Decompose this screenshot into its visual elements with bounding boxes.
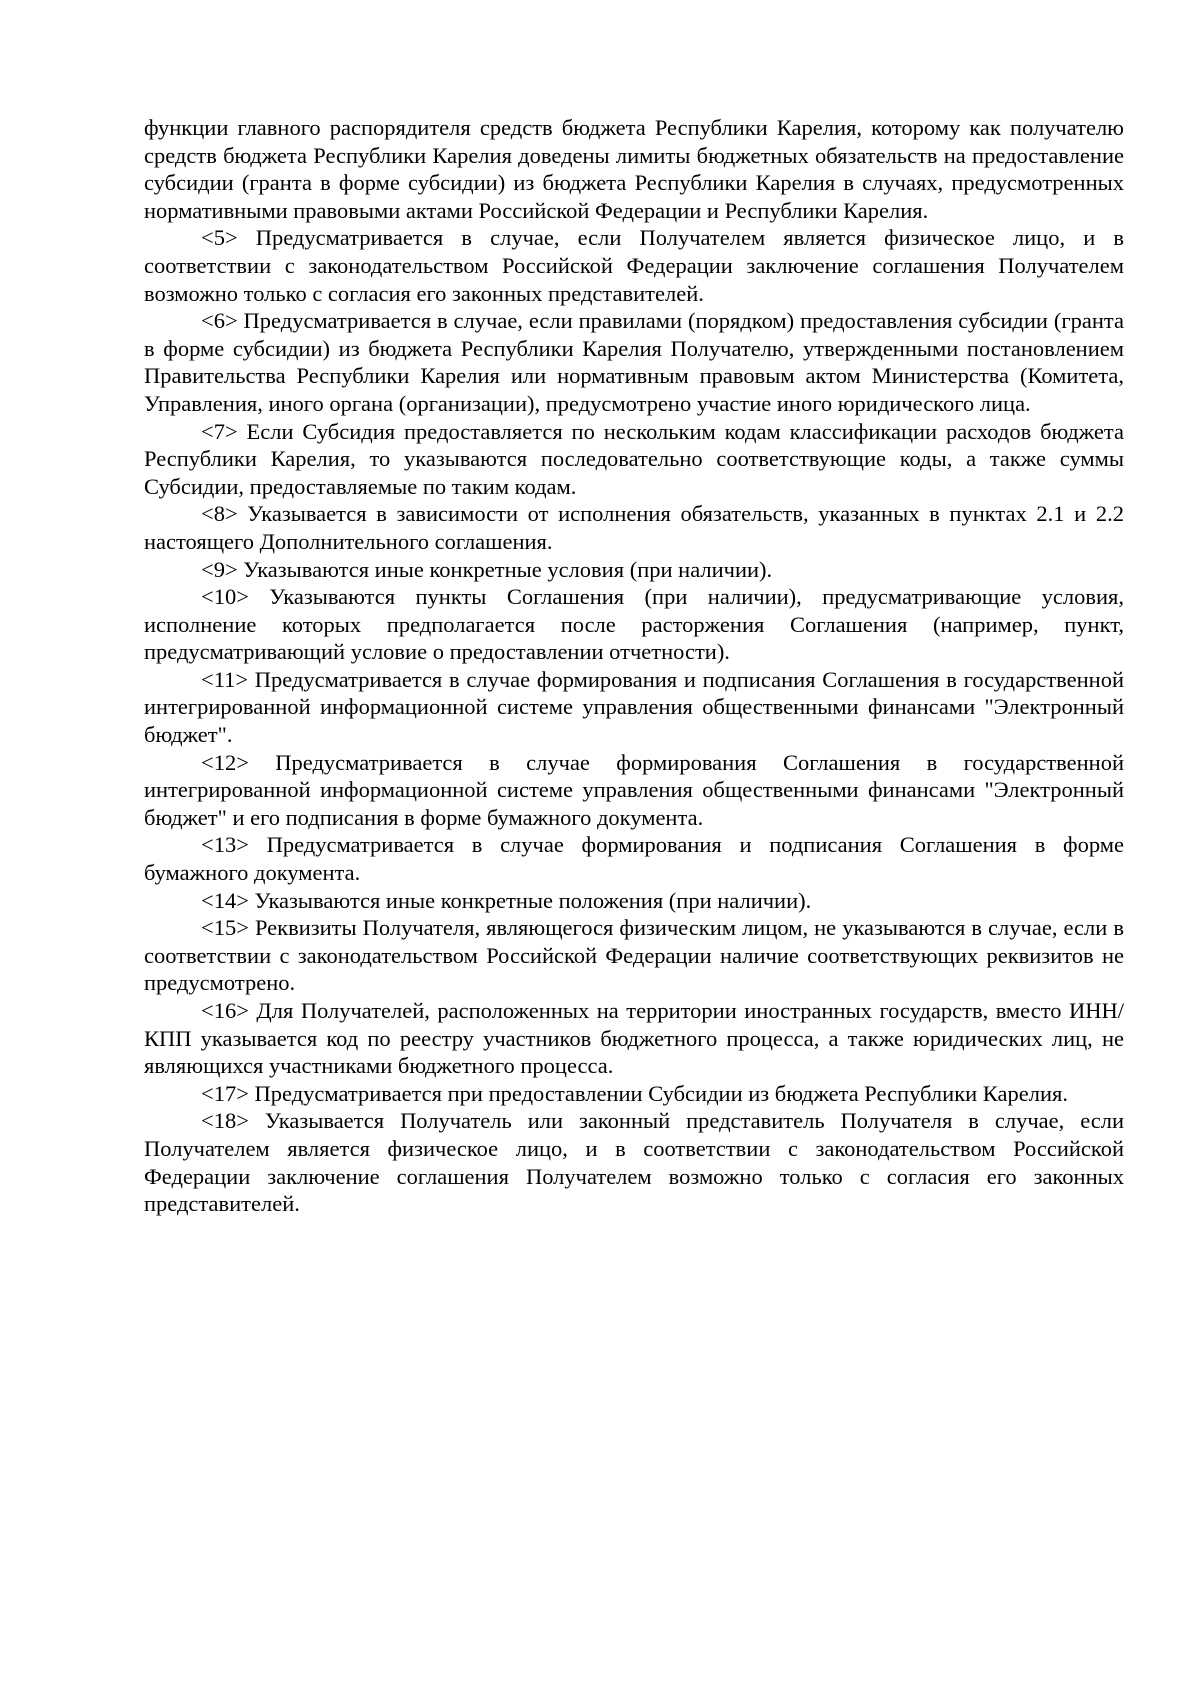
footnote-5: <5> Предусматривается в случае, если Получателем является физическое лицо, и в соответствии с законодательством Российской Федерации заключение соглашения Получателем возможно только с согласия его законных представителей. (144, 225, 1124, 306)
footnote-13: <13> Предусматривается в случае формирования и подписания Соглашения в форме бумажного документа. (144, 832, 1124, 886)
footnote-14: <14> Указываются иные конкретные положения (при наличии). (201, 887, 812, 913)
footnote-11: <11> Предусматривается в случае формирования и подписания Соглашения в государственной интегрированной информационной системе управления общественными финансами "Электронный бюджет". (144, 666, 1124, 748)
footnote-7: <7> Если Субсидия предоставляется по нескольким кодам классификации расходов бюджета Республики Карелия, то указываются последовательно соответствующие коды, а также суммы Субсидии, предоставляемые по таким кодам. (144, 418, 1124, 499)
footnote-10: <10> Указываются пункты Соглашения (при наличии), предусматривающие условия, исполнение которых предполагается после расторжения Соглашения (например, пункт, предусматривающий условие о предоставлении отчетности). (144, 584, 1124, 665)
footnote-12: <12> Предусматривается в случае формирования Соглашения в государственной интегрированной информационной системе управления общественными финансами "Электронный бюджет" и его подписания в форме бумажного документа. (144, 749, 1124, 830)
footnote-8: <8> Указывается в зависимости от исполнения обязательств, указанных в пунктах 2.1 и 2.2 настоящего Дополнительного соглашения. (144, 501, 1124, 554)
footnote-continuation: функции главного распорядителя средств бюджета Республики Карелия, которому как получателю средств бюджета Республики Карелия доведены лимиты бюджетных обязательств на предоставление субсидии (гранта в форме субсидии) из бюджета Республики Карелия в случаях, предусмотренных нормативными правовыми актами Российской Федерации и Республики Карелия. (144, 115, 1124, 223)
footnote-16: <16> Для Получателей, расположенных на территории иностранных государств, вместо ИНН/КПП указывается код по реестру участников бюджетного процесса, а также юридических лиц, не являющихся участниками бюджетного процесса. (144, 998, 1124, 1079)
footnote-9: <9> Указываются иные конкретные условия (при наличии). (201, 556, 773, 582)
footnote-18: <18> Указывается Получатель или законный представитель Получателя в случае, если Получателем является физическое лицо, и в соответствии с законодательством Российской Федерации заключение соглашения Получателем возможно только с согласия его законных представителей. (144, 1108, 1124, 1217)
footnote-17: <17> Предусматривается при предоставлении Субсидии из бюджета Республики Карелия. (201, 1080, 1068, 1106)
document-page (144, 114, 1124, 1218)
footnote-6: <6> Предусматривается в случае, если правилами (порядком) предоставления субсидии (гранта в форме субсидии) из бюджета Республики Карелия Получателю, утвержденными постановлением Правительства Республики Карелия или нормативным правовым актом Министерства (Комитета, Управления, иного органа (организации), предусмотрено участие иного юридического лица. (144, 308, 1124, 416)
footnote-15: <15> Реквизиты Получателя, являющегося физическим лицом, не указываются в случае, если в соответствии с законодательством Российской Федерации наличие соответствующих реквизитов не предусмотрено. (144, 915, 1124, 996)
